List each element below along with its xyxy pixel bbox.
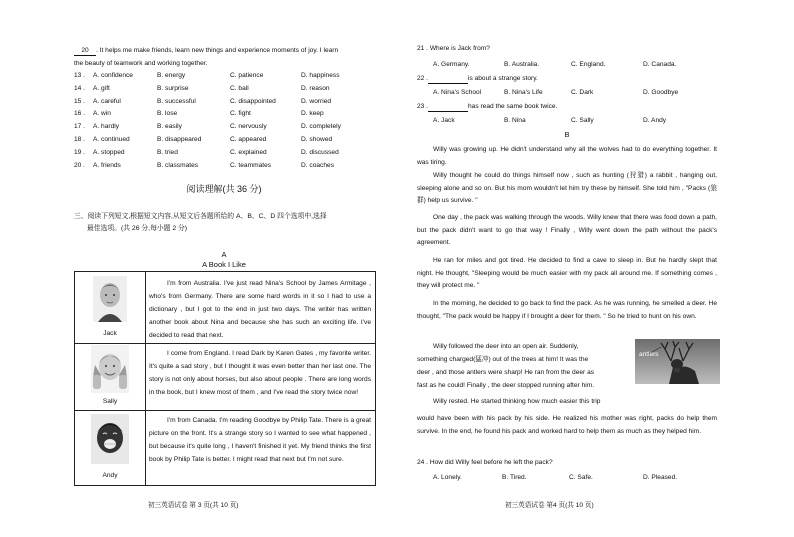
option-b: B. surprise [157,84,189,92]
person-name: Jack [103,330,117,337]
q23-option-a: A. Jack [433,117,455,124]
option-d: D. happiness [301,72,340,79]
paragraph-5: In the morning, he decided to go back to find the pack. As he was running, he smelled a deer. He thought, "The pack would be happy if I brought a deer for them. " So he tried to hunt on his own. [417,300,717,320]
boy-portrait-icon [93,276,127,322]
deer-icon [635,339,720,384]
page-footer: 初三英语试卷 第 3 页(共 10 页) [148,502,239,509]
option-b: B. disappeared [157,136,202,143]
option-b: B. successful [157,97,196,105]
option-b: B. energy [157,72,186,79]
option-number: 13 . [74,72,85,79]
option-d: D. keep [301,110,324,118]
option-c: C. ball [230,84,249,92]
q22-option-b: B. Nina's Life [504,89,543,96]
rest-line: Willy rested. He started thinking how much easier this trip [433,398,601,405]
option-a: A. hardly [93,123,120,131]
deer-line-4: fast as he could! Finally , the deer stopped running after him. [417,382,595,389]
option-number: 16 . [74,110,85,118]
deer-line-3: deer , and those antlers were sharp! He ran from the deer as [417,369,595,376]
q22-option-c: C. Dark [571,89,594,96]
option-b: B. tried [157,148,178,156]
right-page [397,0,794,537]
option-a: A. win [93,110,111,118]
q24-option-b: B. Tired. [502,474,527,481]
option-c: C. explained [230,148,267,156]
option-b: B. classmates [157,161,199,169]
option-c: C. teammates [230,161,272,169]
option-c: C. disappointed [230,97,276,105]
table-row-andy [75,410,375,485]
option-number: 15 . [74,97,85,105]
option-a: A. gift [93,84,110,92]
option-d: D. reason [301,84,330,92]
photo-cell [75,410,146,485]
option-b: B. lose [157,110,178,118]
deer-picture [635,339,720,384]
q23-option-c: C. Sally [571,117,594,124]
option-a: A. continued [93,136,130,143]
last-paragraph: would have been with his pack by his side. He realized his mother was right, packs do help them survive. In the end, he found his pack and worked hard to help them as much as they helped him. [417,415,717,435]
review-text-andy: I'm from Canada. I'm reading Goodbye by Philip Tate. There is a great picture on the front. It's a strange story so I wanted to see what happened , but because it's quite long , I haven't finished it yet. My friend thinks the first book by Philip Tate is better. I might read that next but I'm not sure. [149,417,371,463]
paragraph-4: He ran for miles and got tired. He decided to find a cave to sleep in. But he hardly slept that night. He thought, "Sleeping would be much easier with my pack all around me. If something comes , they will protect me. " [417,257,717,290]
q21-option-a: A. Germany. [433,61,470,68]
cloze-text: . It helps me make friends, learn new things and experience moments of joy. I learn [96,47,339,54]
option-a: A. stopped [93,148,125,156]
person-name: Sally [102,398,118,405]
question-22: 22 . is about a strange story. [417,75,538,82]
paragraph-3: One day , the pack was walking through the woods. Willy knew that there was food down a path, but the pack didn't want to go that way ! Finally , Willy went down the path without the pack's agreement. [417,214,717,247]
paragraph-2: Willy thought he could do things himself now , such as hunting (狩猎) a rabbit , hanging out, sleeping alone and so on. But his mom wouldn't let him try these by himself. She told him , "Packs (狼群) help us survive. " [417,172,717,205]
passage-title: A Book I Like [202,260,246,269]
photo-cell [75,272,146,343]
cloze-line-1 [74,47,338,56]
option-c: C. appeared [230,136,267,143]
cloze-blank-20: 20 [74,47,96,56]
q23-option-b: B. Nina [504,117,526,124]
page-footer: 初三英语试卷 第4 页(共 10 页) [505,502,594,509]
q22-option-a: A. Nina's School [433,89,482,96]
option-b: B. easily [157,123,182,131]
option-number: 20 . [74,161,85,169]
q24-option-d: D. Pleased. [643,474,678,481]
option-number: 19 . [74,148,85,156]
option-c: C. nervously [230,123,267,131]
book-table [74,271,376,486]
q23-option-d: D. Andy [643,117,667,124]
girl-portrait-icon [91,345,129,393]
answer-blank [428,75,468,84]
section-instruction-2: 最佳选项。(共 26 分,每小题 2 分) [87,225,188,232]
option-d: D. showed [301,136,333,143]
photo-cell [75,343,146,410]
deer-line-1: Willy followed the deer into an open air. Suddenly, [433,343,579,350]
passage-letter-b: B [564,130,570,139]
q24-option-a: A. Lonely. [433,474,462,481]
option-a: A. friends [93,161,121,169]
option-number: 14 . [74,84,85,92]
review-text-jack: I'm from Australia. I've just read Nina's School by James Armitage , who's from Germany. There are some hard words in it so I had to use a dictionary , but I got to the end in just two days. The writer has written another book about Nina and because she has such an exciting life. I've decided to read that next. [149,280,371,339]
option-number: 17 . [74,123,85,131]
review-text-sally: I come from England. I read Dark by Karen Gates , my favorite writer. It's quite a sad story , but I thought it was even better than her last one. The story is not only about horses, but also about people . There are long words in the book, but I knew most of them , and I've read the story twice now! [149,350,371,396]
q22-option-d: D. Goodbye [643,89,679,96]
question-23: 23 . has read the same book twice. [417,103,558,110]
option-number: 18 . [74,136,85,143]
q21-option-b: B. Australia. [504,61,540,68]
option-d: D. discussed [301,148,339,156]
option-c: C. fight [230,110,251,118]
person-name: Andy [102,472,118,479]
answer-blank [428,103,468,112]
option-d: D. coaches [301,161,334,169]
section-instruction-1: 三、阅读下列短文,根据短文内容,从短文后各题所给的 A、B、C、D 四个选项中,选择 [74,213,327,220]
question-21: 21 . Where is Jack from? [417,45,490,52]
option-a: A. confidence [93,72,133,79]
deer-line-2: something charged(猛冲) out of the trees at him! It was the [417,356,589,363]
option-d: D. completely [301,123,341,131]
question-24: 24 . How did Willy feel before he left the pack? [417,459,553,466]
cloze-line-2: the beauty of teamwork and working together. [74,60,208,67]
table-row-jack [75,272,375,344]
passage-letter-a: A [221,250,227,259]
antlers-label: antlers [639,351,659,358]
paragraph-1: Willy was growing up. He didn't understand why all the wolves had to do everything together. It was tiring. [417,146,717,166]
option-a: A. careful [93,97,121,105]
q21-option-c: C. England. [571,61,606,68]
q24-option-c: C. Safe. [569,474,593,481]
option-d: D. worried [301,97,332,105]
section-title: 阅读理解(共 36 分) [186,184,262,194]
option-c: C. patience [230,72,264,79]
q21-option-d: D. Canada. [643,61,677,68]
laughing-boy-portrait-icon [91,414,129,464]
table-row-sally [75,343,375,411]
